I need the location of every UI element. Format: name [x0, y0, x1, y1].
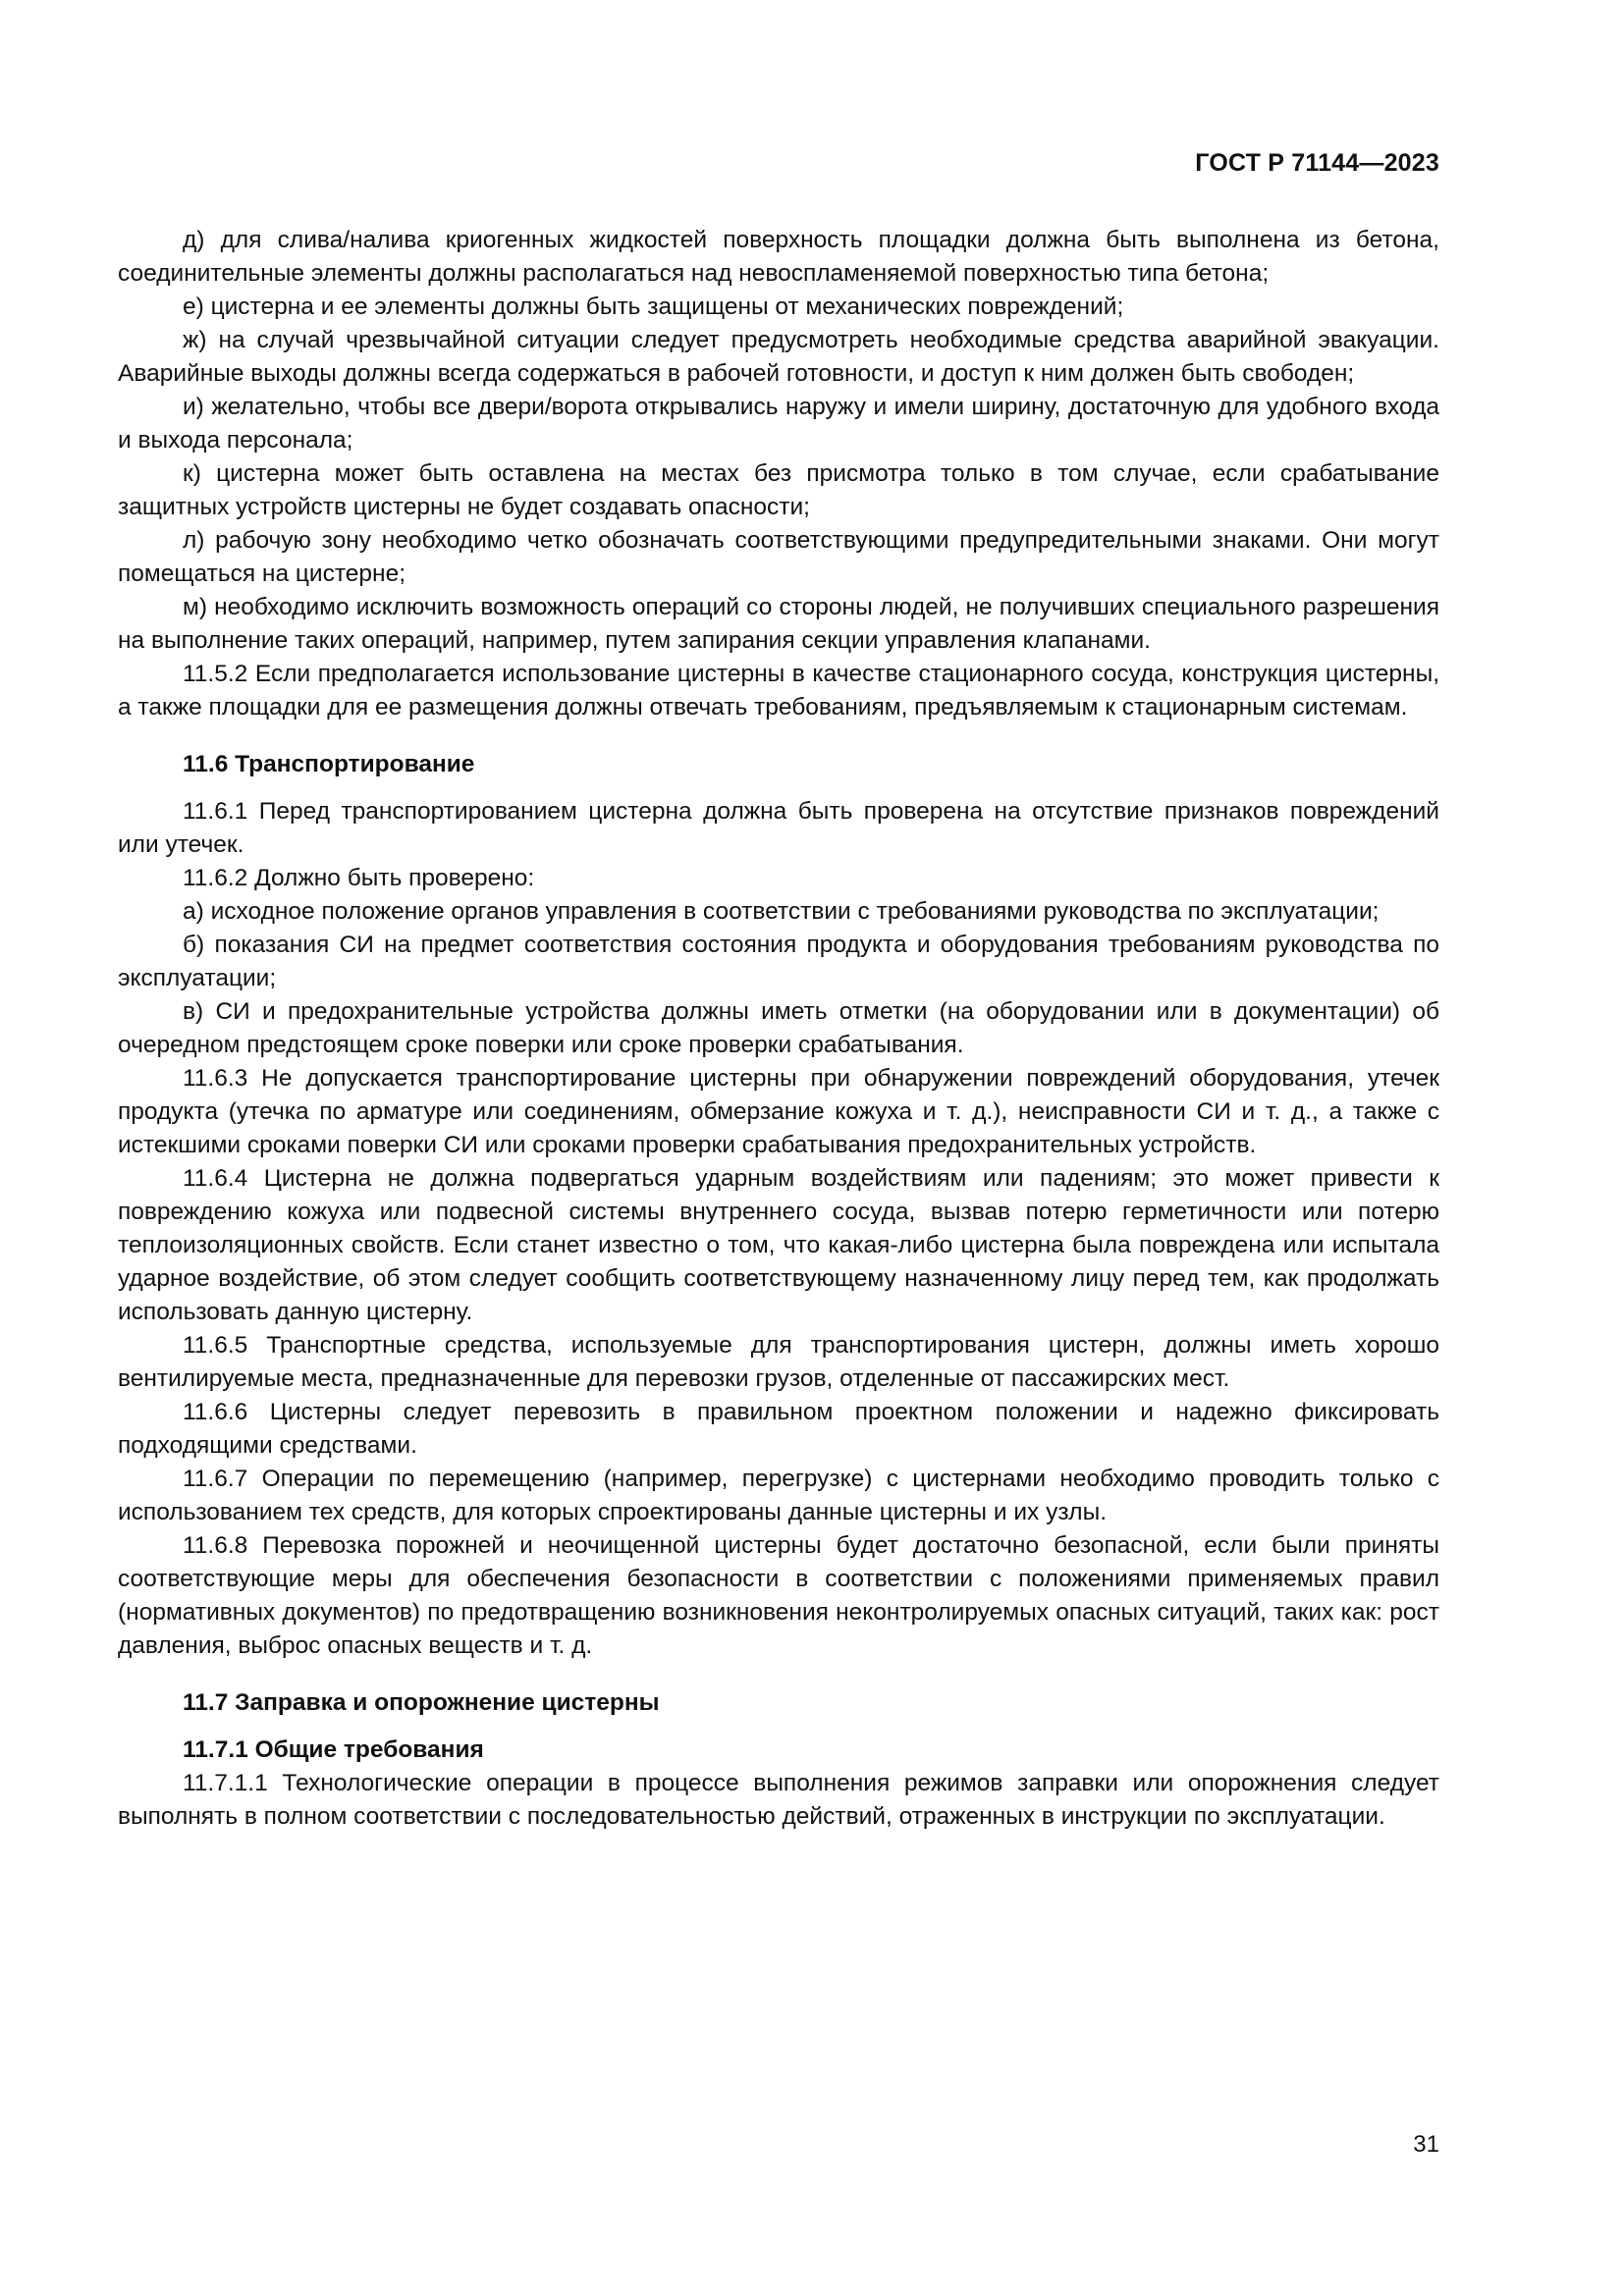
paragraph-11-6-6: 11.6.6 Цистерны следует перевозить в правильном проектном положении и надежно фиксировать подходящими средствами.: [118, 1399, 1439, 1459]
paragraph-zh-emergency-evacuation: ж) на случай чрезвычайной ситуации следует предусмотреть необходимые средства аварийной эвакуации. Аварийные выходы должны всегда содержаться в рабочей готовности, и доступ к ним должен быть свободен;: [118, 327, 1439, 387]
paragraph-11-6-3: 11.6.3 Не допускается транспортирование цистерны при обнаружении повреждений оборудования, утечек продукта (утечка по арматуре или соединениям, обмерзание кожуха и т. д.), неисправности СИ и т. д., а также с истекшими сроками поверки СИ или сроками проверки срабатывания предохранительных устройств.: [118, 1065, 1439, 1158]
paragraph-i-doors: и) желательно, чтобы все двери/ворота открывались наружу и имели ширину, достаточную для удобного входа и выхода персонала;: [118, 394, 1439, 454]
heading-11-7-1: 11.7.1 Общие требования: [183, 1736, 484, 1763]
paragraph-m-restricted-operations: м) необходимо исключить возможность операций со стороны людей, не получивших специального разрешения на выполнение таких операций, например, путем запирания секции управления клапанами.: [118, 594, 1439, 654]
paragraph-11-6-7: 11.6.7 Операции по перемещению (например, перегрузке) с цистернами необходимо проводить только с использованием тех средств, для которых спроектированы данные цистерны и их узлы.: [118, 1466, 1439, 1525]
paragraph-11-6-8: 11.6.8 Перевозка порожней и неочищенной цистерны будет достаточно безопасной, если были приняты соответствующие меры для обеспечения безопасности в соответствии с положениями применяемых правил (нормативных документов) по предотвращению возникновения неконтролируемых опасных ситуаций, таких как: рост давления, выброс опасных веществ и т. д.: [118, 1532, 1439, 1659]
paragraph-11-6-2: 11.6.2 Должно быть проверено:: [183, 865, 535, 891]
paragraph-11-6-2-a: а) исходное положение органов управления в соответствии с требованиями руководства по эксплуатации;: [183, 898, 1380, 925]
paragraph-e-damage-protection: е) цистерна и ее элементы должны быть защищены от механических повреждений;: [183, 294, 1124, 320]
paragraph-l-warning-signs: л) рабочую зону необходимо четко обозначать соответствующими предупредительными знаками. Они могут помещаться на цистерне;: [118, 527, 1439, 587]
paragraph-11-6-4: 11.6.4 Цистерна не должна подвергаться ударным воздействиям или падениям; это может привести к повреждению кожуха или подвесной системы внутреннего сосуда, вызвав потерю герметичности или потерю теплоизоляционных свойств. Если станет известно о том, что какая-либо цистерна была повреждена или испытала ударное воздействие, об этом следует сообщить соответствующему назначенному лицу перед тем, как продолжать использовать данную цистерну.: [118, 1165, 1439, 1325]
page-number: 31: [1413, 2131, 1439, 2158]
paragraph-11-6-2-v: в) СИ и предохранительные устройства должны иметь отметки (на оборудовании или в документации) об очередном предстоящем сроке поверки или сроке проверки срабатывания.: [118, 998, 1439, 1058]
paragraph-11-5-2: 11.5.2 Если предполагается использование цистерны в качестве стационарного сосуда, конструкция цистерны, а также площадки для ее размещения должны отвечать требованиям, предъявляемым к стационарным системам.: [118, 661, 1439, 721]
heading-11-7: 11.7 Заправка и опорожнение цистерны: [183, 1689, 660, 1716]
standard-header: ГОСТ Р 71144—2023: [1195, 149, 1439, 177]
paragraph-11-6-2-b: б) показания СИ на предмет соответствия состояния продукта и оборудования требованиям руководства по эксплуатации;: [118, 932, 1439, 991]
paragraph-11-7-1-1: 11.7.1.1 Технологические операции в процессе выполнения режимов заправки или опорожнения следует выполнять в полном соответствии с последовательностью действий, отраженных в инструкции по эксплуатации.: [118, 1770, 1439, 1830]
paragraph-k-unattended-tank: к) цистерна может быть оставлена на местах без присмотра только в том случае, если срабатывание защитных устройств цистерны не будет создавать опасности;: [118, 460, 1439, 520]
heading-11-6: 11.6 Транспортирование: [183, 751, 475, 777]
paragraph-d-concrete-surface: д) для слива/налива криогенных жидкостей поверхность площадки должна быть выполнена из бетона, соединительные элементы должны располагаться над невоспламеняемой поверхностью типа бетона;: [118, 227, 1439, 287]
document-body: [118, 224, 1439, 1834]
paragraph-11-6-1: 11.6.1 Перед транспортированием цистерна должна быть проверена на отсутствие признаков повреждений или утечек.: [118, 798, 1439, 858]
paragraph-11-6-5: 11.6.5 Транспортные средства, используемые для транспортирования цистерн, должны иметь хорошо вентилируемые места, предназначенные для перевозки грузов, отделенные от пассажирских мест.: [118, 1332, 1439, 1392]
